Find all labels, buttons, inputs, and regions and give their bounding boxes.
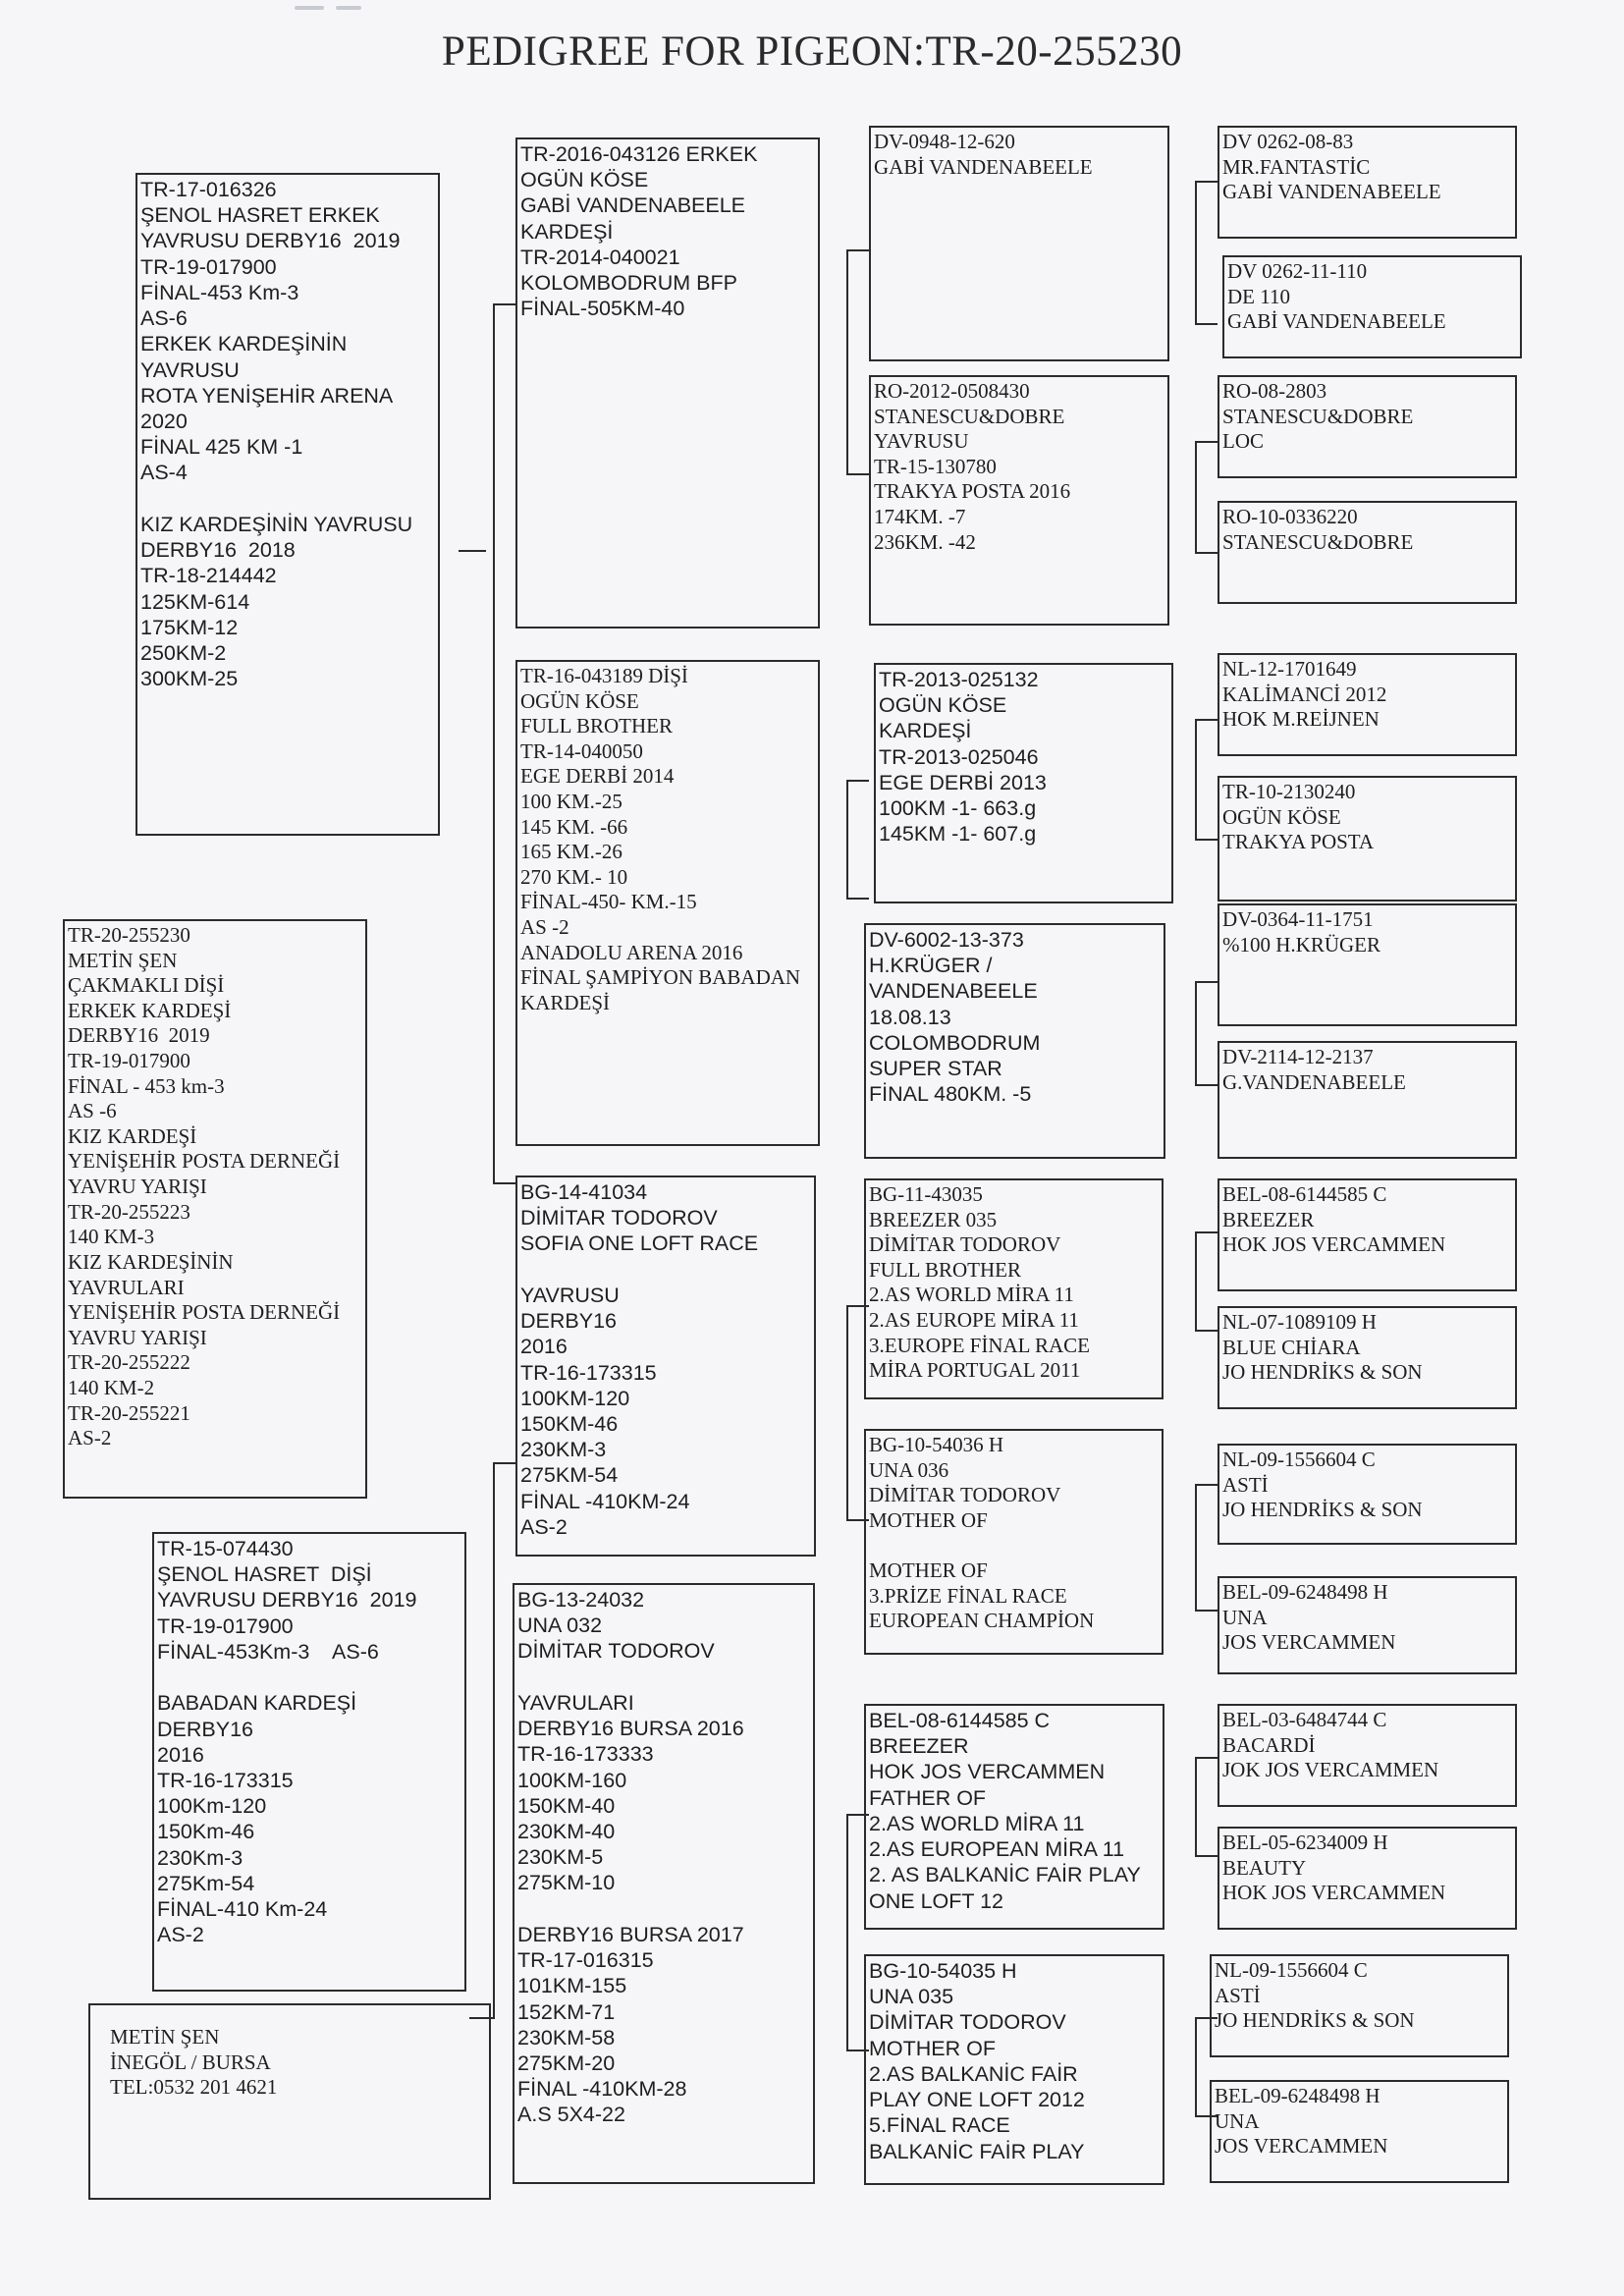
- pedigree-line: DİMİTAR TODOROV: [869, 1232, 1061, 1257]
- pedigree-line: BEL-05-6234009 H: [1222, 1831, 1388, 1854]
- pedigree-line: AS -2: [520, 915, 569, 940]
- pedigree-line: FULL BROTHER: [520, 714, 673, 738]
- pedigree-line: SOFIA ONE LOFT RACE: [520, 1231, 759, 1256]
- pedigree-box-sire-sire: [515, 137, 820, 629]
- pedigree-line: YAVRUSU DERBY16 2019: [140, 229, 401, 253]
- pedigree-line: DERBY16: [157, 1717, 253, 1741]
- pedigree-line: AS-2: [520, 1514, 568, 1539]
- pedigree-line: 275KM-10: [517, 1871, 616, 1895]
- pedigree-line: 140 KM-3: [68, 1225, 155, 1249]
- pedigree-line: FİNAL-453 Km-3: [140, 280, 299, 304]
- pedigree-line: DV-2114-12-2137: [1222, 1045, 1374, 1068]
- pedigree-box-g7: [1218, 903, 1517, 1026]
- scan-smudge: [336, 6, 361, 10]
- pedigree-line: 2.AS EUROPEAN MİRA 11: [869, 1837, 1125, 1862]
- pedigree-line: TR-14-040050: [520, 738, 643, 763]
- pedigree-line: 140 KM-2: [68, 1375, 155, 1399]
- pedigree-line: 150Km-46: [157, 1820, 255, 1844]
- pedigree-box-g5: [1218, 653, 1517, 756]
- pedigree-line: ASTİ: [1215, 1983, 1261, 2007]
- pedigree-line: 275Km-54: [157, 1871, 255, 1895]
- pedigree-line: 2.AS WORLD MİRA 11: [869, 1811, 1085, 1835]
- pedigree-line: DV-0364-11-1751: [1222, 907, 1374, 931]
- pedigree-box-g11: [1218, 1444, 1517, 1545]
- pedigree-line: STANESCU&DOBRE: [1222, 404, 1414, 428]
- pedigree-line: EUROPEAN CHAMPİON: [869, 1609, 1095, 1633]
- pedigree-line: UNA: [1222, 1605, 1268, 1629]
- pedigree-line: TR-10-2130240: [1222, 780, 1356, 803]
- pedigree-line: TRAKYA POSTA: [1222, 830, 1375, 854]
- pedigree-line: NL-09-1556604 C: [1215, 1958, 1368, 1982]
- pedigree-line: OGÜN KÖSE: [1222, 804, 1341, 829]
- pedigree-line: 145KM -1- 607.g: [879, 822, 1037, 847]
- pedigree-line: NL-12-1701649: [1222, 657, 1357, 681]
- pedigree-line: 2.AS EUROPE MİRA 11: [869, 1308, 1079, 1333]
- pedigree-line: BABADAN KARDEŞİ: [157, 1691, 357, 1716]
- pedigree-line: 3.EUROPE FİNAL RACE: [869, 1333, 1090, 1357]
- pedigree-line: 230KM-58: [517, 2025, 616, 2050]
- pedigree-line: ERKEK KARDEŞİNİN: [140, 332, 348, 356]
- pedigree-line: 275KM-20: [517, 2050, 616, 2075]
- pedigree-line: 5.FİNAL RACE: [869, 2113, 1010, 2138]
- pedigree-line: JO HENDRİKS & SON: [1215, 2008, 1415, 2033]
- pedigree-line: BREEZER: [1222, 1207, 1315, 1231]
- pedigree-line: DERBY16 2019: [68, 1023, 210, 1048]
- pedigree-line: TR-17-016315: [517, 1948, 654, 1973]
- pedigree-line: MOTHER OF: [869, 1558, 988, 1583]
- pedigree-line: DV 0262-08-83: [1222, 130, 1354, 153]
- pedigree-line: KARDEŞİ: [520, 219, 614, 244]
- pedigree-line: 165 KM.-26: [520, 840, 623, 864]
- pedigree-box-g9: [1218, 1178, 1517, 1291]
- pedigree-line: ANADOLU ARENA 2016: [520, 940, 743, 964]
- pedigree-line: [520, 1257, 811, 1283]
- pedigree-line: TR-2014-040021: [520, 245, 680, 269]
- pedigree-line: TR-16-173333: [517, 1742, 654, 1767]
- pedigree-line: JO HENDRİKS & SON: [1222, 1498, 1423, 1522]
- pedigree-box-g10: [1218, 1306, 1517, 1409]
- pedigree-box-pigeon: [63, 919, 367, 1499]
- pedigree-line: 100KM-120: [520, 1386, 630, 1410]
- pedigree-line: FİNAL 480KM. -5: [869, 1082, 1032, 1107]
- pedigree-line: KIZ KARDEŞİNİN: [68, 1249, 234, 1274]
- pedigree-line: ROTA YENİŞEHİR ARENA: [140, 383, 394, 408]
- pedigree-box-sire-dam-dam: [864, 923, 1165, 1159]
- pedigree-line: MİRA PORTUGAL 2011: [869, 1358, 1081, 1383]
- pedigree-line: JOS VERCAMMEN: [1215, 2134, 1388, 2159]
- pedigree-line: JOK JOS VERCAMMEN: [1222, 1758, 1439, 1782]
- pedigree-line: 100Km-120: [157, 1794, 267, 1819]
- pedigree-line: BEL-09-6248498 H: [1222, 1580, 1388, 1604]
- pedigree-line: BEL-08-6144585 C: [1222, 1182, 1387, 1206]
- pedigree-line: TR-16-043189 DİŞİ: [520, 664, 688, 687]
- pedigree-line: FİNAL - 453 km-3: [68, 1073, 225, 1098]
- pedigree-line: TR-19-017900: [140, 254, 277, 279]
- pedigree-line: BALKANİC FAİR PLAY: [869, 2139, 1085, 2163]
- pedigree-line: MOTHER OF: [869, 2036, 996, 2060]
- pedigree-line: DV 0262-11-110: [1227, 259, 1368, 283]
- pedigree-line: AS-2: [68, 1426, 112, 1450]
- pedigree-line: VANDENABEELE: [869, 979, 1038, 1004]
- pedigree-line: ERKEK KARDEŞİ: [68, 998, 232, 1022]
- pedigree-line: 175KM-12: [140, 615, 239, 639]
- pedigree-line: 2. AS BALKANİC FAİR PLAY: [869, 1863, 1141, 1887]
- pedigree-line: [517, 1896, 810, 1922]
- pedigree-line: TR-2013-025046: [879, 744, 1039, 769]
- pedigree-line: G.VANDENABEELE: [1222, 1069, 1406, 1094]
- pedigree-line: 145 KM. -66: [520, 814, 628, 839]
- pedigree-line: GABİ VANDENABEELE: [520, 193, 746, 218]
- pedigree-line: AS-6: [140, 306, 188, 331]
- pedigree-line: 3.PRİZE FİNAL RACE: [869, 1583, 1067, 1608]
- pedigree-line: PLAY ONE LOFT 2012: [869, 2088, 1085, 2112]
- pedigree-line: TR-18-214442: [140, 564, 277, 588]
- pedigree-line: FATHER OF: [869, 1785, 987, 1810]
- pedigree-line: HOK JOS VERCAMMEN: [1222, 1232, 1446, 1257]
- pedigree-line: TEL:0532 201 4621: [110, 2075, 278, 2100]
- pedigree-line: KIZ KARDEŞİ: [68, 1123, 197, 1148]
- pedigree-box-dam-sire-sire: [864, 1178, 1164, 1399]
- pedigree-box-dam-sire-dam: [864, 1429, 1164, 1655]
- pedigree-line: BEL-08-6144585 C: [869, 1709, 1051, 1732]
- pedigree-line: BEL-09-6248498 H: [1215, 2084, 1380, 2107]
- pedigree-line: BG-11-43035: [869, 1182, 983, 1206]
- pedigree-line: DİMİTAR TODOROV: [869, 1483, 1061, 1507]
- pedigree-line: BG-14-41034: [520, 1180, 648, 1204]
- pedigree-box-g8: [1218, 1041, 1517, 1159]
- pedigree-line: 230KM-3: [520, 1438, 607, 1462]
- pedigree-line: 101KM-155: [517, 1974, 627, 1998]
- pedigree-line: FİNAL-505KM-40: [520, 297, 685, 321]
- pedigree-box-dam-dam: [513, 1583, 815, 2184]
- pedigree-line: TR-19-017900: [157, 1613, 294, 1638]
- pedigree-box-dam-sire: [515, 1175, 816, 1557]
- pedigree-box-dam: [152, 1532, 466, 1992]
- pedigree-line: RO-08-2803: [1222, 379, 1327, 403]
- pedigree-line: JO HENDRİKS & SON: [1222, 1360, 1423, 1385]
- pedigree-line: AS -6: [68, 1099, 117, 1123]
- pedigree-line: TR-20-255230: [68, 923, 190, 947]
- pedigree-box-g3: [1218, 375, 1517, 478]
- pedigree-line: TRAKYA POSTA 2016: [874, 479, 1071, 504]
- page-title: PEDIGREE FOR PIGEON:TR-20-255230: [441, 28, 1183, 75]
- pedigree-line: [517, 1665, 810, 1690]
- pedigree-line: FİNAL-450- KM.-15: [520, 890, 697, 914]
- pedigree-line: 2016: [157, 1742, 204, 1767]
- pedigree-line: DV-0948-12-620: [874, 130, 1015, 153]
- pedigree-line: DE 110: [1227, 284, 1290, 308]
- pedigree-box-g12: [1218, 1576, 1517, 1674]
- pedigree-line: AS-2: [157, 1923, 204, 1947]
- pedigree-line: 2016: [520, 1335, 568, 1359]
- pedigree-line: BACARDİ: [1222, 1732, 1316, 1757]
- pedigree-line: YAVRULARI: [517, 1690, 634, 1715]
- pedigree-line: 2020: [140, 409, 188, 433]
- pedigree-line: YAVRU YARIŞI: [68, 1325, 207, 1349]
- pedigree-box-g13: [1218, 1704, 1517, 1807]
- pedigree-line: ÇAKMAKLI DİŞİ: [68, 973, 225, 998]
- pedigree-line: 2.AS BALKANİC FAİR: [869, 2061, 1078, 2086]
- pedigree-box-g1: [1218, 126, 1517, 239]
- pedigree-line: KARDEŞİ: [879, 719, 972, 743]
- pedigree-line: YENİŞEHİR POSTA DERNEĞİ: [68, 1149, 341, 1174]
- scan-smudge: [295, 6, 324, 10]
- pedigree-line: OGÜN KÖSE: [520, 168, 649, 192]
- pedigree-line: TR-20-255222: [68, 1350, 190, 1375]
- pedigree-line: JOS VERCAMMEN: [1222, 1630, 1396, 1655]
- pedigree-line: YAVRUSU: [874, 429, 969, 454]
- breeder-contact-box: [88, 2003, 491, 2200]
- pedigree-line: YAVRUSU: [140, 357, 240, 382]
- pedigree-line: AS-4: [140, 461, 188, 485]
- pedigree-line: DERBY16 BURSA 2016: [517, 1717, 744, 1741]
- pedigree-line: BEAUTY: [1222, 1855, 1307, 1880]
- pedigree-line: 270 KM.- 10: [520, 864, 628, 889]
- pedigree-line: YAVRULARI: [68, 1275, 185, 1299]
- pedigree-line: BREEZER: [869, 1734, 969, 1759]
- pedigree-line: NL-07-1089109 H: [1222, 1310, 1377, 1334]
- pedigree-line: TR-15-074430: [157, 1537, 294, 1560]
- pedigree-line: UNA 032: [517, 1613, 603, 1638]
- pedigree-line: TR-19-017900: [68, 1049, 190, 1073]
- pedigree-line: METİN ŞEN: [68, 948, 178, 972]
- pedigree-box-sire-dam-sire: [874, 663, 1173, 903]
- pedigree-line: DERBY16 BURSA 2017: [517, 1922, 744, 1946]
- pedigree-line: DİMİTAR TODOROV: [517, 1639, 715, 1664]
- pedigree-line: OGÜN KÖSE: [879, 693, 1007, 718]
- pedigree-box-g4: [1218, 501, 1517, 604]
- pedigree-line: DV-6002-13-373: [869, 928, 1024, 952]
- pedigree-line: KOLOMBODRUM BFP: [520, 271, 737, 296]
- pedigree-line: HOK JOS VERCAMMEN: [1222, 1881, 1446, 1905]
- pedigree-line: A.S 5X4-22: [517, 2103, 625, 2127]
- pedigree-line: TR-16-173315: [157, 1768, 294, 1792]
- pedigree-line: BLUE CHİARA: [1222, 1335, 1361, 1359]
- pedigree-line: DİMİTAR TODOROV: [869, 2010, 1066, 2035]
- pedigree-line: STANESCU&DOBRE: [874, 404, 1065, 428]
- pedigree-line: RO-2012-0508430: [874, 379, 1030, 403]
- pedigree-line: KIZ KARDEŞİNİN YAVRUSU: [140, 512, 413, 536]
- pedigree-line: %100 H.KRÜGER: [1222, 932, 1380, 957]
- pedigree-line: [869, 1533, 1159, 1558]
- pedigree-line: GABİ VANDENABEELE: [874, 154, 1093, 179]
- pedigree-line: TR-17-016326: [140, 178, 277, 201]
- pedigree-line: FİNAL -410KM-28: [517, 2077, 687, 2102]
- pedigree-line: UNA 035: [869, 1985, 954, 2009]
- pedigree-box-g6: [1218, 776, 1517, 902]
- pedigree-line: METİN ŞEN: [110, 2025, 220, 2049]
- pedigree-line: TR-2016-043126 ERKEK: [520, 142, 758, 166]
- pedigree-line: YENİŞEHİR POSTA DERNEĞİ: [68, 1300, 341, 1325]
- pedigree-line: 125KM-614: [140, 589, 250, 614]
- pedigree-line: 250KM-2: [140, 640, 227, 665]
- pedigree-line: GABİ VANDENABEELE: [1227, 309, 1446, 334]
- pedigree-line: ONE LOFT 12: [869, 1888, 1004, 1913]
- pedigree-box-dam-dam-sire: [864, 1704, 1164, 1930]
- pedigree-line: FİNAL-410 Km-24: [157, 1897, 328, 1922]
- pedigree-line: GABİ VANDENABEELE: [1222, 180, 1441, 204]
- pedigree-line: UNA 036: [869, 1457, 949, 1482]
- pedigree-line: TR-15-130780: [874, 454, 997, 478]
- pedigree-line: 152KM-71: [517, 1999, 616, 2024]
- pedigree-line: TR-20-255221: [68, 1400, 190, 1425]
- pedigree-line: DİMİTAR TODOROV: [520, 1206, 718, 1230]
- pedigree-box-g14: [1218, 1827, 1517, 1930]
- pedigree-line: 300KM-25: [140, 667, 239, 691]
- pedigree-line: UNA: [1215, 2108, 1260, 2133]
- pedigree-line: 150KM-40: [517, 1793, 616, 1818]
- pedigree-box-g2: [1222, 255, 1522, 358]
- pedigree-line: 100 KM.-25: [520, 790, 623, 814]
- pedigree-box-g16: [1210, 2080, 1509, 2183]
- pedigree-line: BREEZER 035: [869, 1207, 998, 1231]
- pedigree-line: DERBY16 2018: [140, 538, 296, 563]
- pedigree-line: KALİMANCİ 2012: [1222, 682, 1387, 706]
- pedigree-box-sire-sire-dam: [869, 375, 1169, 626]
- pedigree-line: [157, 1665, 461, 1690]
- pedigree-line: TR-16-173315: [520, 1360, 657, 1385]
- pedigree-line: ASTİ: [1222, 1472, 1269, 1497]
- pedigree-line: BG-10-54036 H: [869, 1433, 1004, 1456]
- pedigree-line: FİNAL -410KM-24: [520, 1489, 690, 1513]
- pedigree-line: 230KM-5: [517, 1845, 604, 1870]
- pedigree-line: FULL BROTHER: [869, 1257, 1021, 1282]
- pedigree-line: BEL-03-6484744 C: [1222, 1708, 1387, 1731]
- pedigree-line: EGE DERBİ 2013: [879, 770, 1047, 794]
- pedigree-line: MR.FANTASTİC: [1222, 154, 1371, 179]
- pedigree-box-g15: [1210, 1954, 1509, 2057]
- pedigree-line: 230Km-3: [157, 1845, 244, 1870]
- pedigree-line: 150KM-46: [520, 1411, 619, 1436]
- pedigree-line: KARDEŞİ: [520, 990, 611, 1014]
- pedigree-line: 18.08.13: [869, 1005, 951, 1029]
- pedigree-line: NL-09-1556604 C: [1222, 1448, 1376, 1471]
- pedigree-line: DERBY16: [520, 1309, 617, 1334]
- pedigree-line: H.KRÜGER /: [869, 954, 993, 978]
- pedigree-line: LOC: [1222, 429, 1264, 454]
- pedigree-line: İNEGÖL / BURSA: [110, 2050, 271, 2074]
- pedigree-line: 174KM. -7: [874, 505, 966, 529]
- pedigree-line: OGÜN KÖSE: [520, 688, 639, 713]
- pedigree-line: HOK M.REİJNEN: [1222, 707, 1380, 732]
- pedigree-line: FİNAL-453Km-3 AS-6: [157, 1639, 379, 1664]
- pedigree-line: 230KM-40: [517, 1819, 616, 1843]
- pedigree-line: HOK JOS VERCAMMEN: [869, 1760, 1106, 1784]
- pedigree-line: 275KM-54: [520, 1463, 619, 1488]
- pedigree-line: 100KM -1- 663.g: [879, 796, 1037, 821]
- pedigree-line: 2.AS WORLD MİRA 11: [869, 1283, 1074, 1307]
- pedigree-line: EGE DERBİ 2014: [520, 764, 675, 789]
- pedigree-line: YAVRU YARIŞI: [68, 1175, 207, 1199]
- pedigree-line: STANESCU&DOBRE: [1222, 529, 1414, 554]
- pedigree-box-sire-dam: [515, 660, 820, 1146]
- pedigree-line: YAVRUSU: [520, 1283, 620, 1307]
- pedigree-line: SUPER STAR: [869, 1057, 1002, 1081]
- pedigree-line: MOTHER OF: [869, 1507, 988, 1532]
- pedigree-line: 100KM-160: [517, 1768, 627, 1792]
- pedigree-line: TR-2013-025132: [879, 668, 1039, 691]
- pedigree-line: FİNAL 425 KM -1: [140, 435, 303, 460]
- pedigree-line: RO-10-0336220: [1222, 505, 1358, 528]
- pedigree-line: ŞENOL HASRET DİŞİ: [157, 1562, 372, 1587]
- pedigree-line: COLOMBODRUM: [869, 1030, 1041, 1055]
- pedigree-line: FİNAL ŞAMPİYON BABADAN: [520, 965, 801, 990]
- pedigree-box-sire: [135, 173, 440, 836]
- pedigree-line: [140, 486, 435, 512]
- pedigree-line: ŞENOL HASRET ERKEK: [140, 203, 380, 228]
- pedigree-box-sire-sire-sire: [869, 126, 1169, 361]
- pedigree-line: TR-20-255223: [68, 1199, 190, 1224]
- pedigree-line: BG-10-54035 H: [869, 1959, 1017, 1983]
- pedigree-box-dam-dam-dam: [864, 1954, 1164, 2185]
- pedigree-line: BG-13-24032: [517, 1588, 645, 1612]
- pedigree-line: YAVRUSU DERBY16 2019: [157, 1588, 417, 1613]
- pedigree-line: 236KM. -42: [874, 529, 976, 554]
